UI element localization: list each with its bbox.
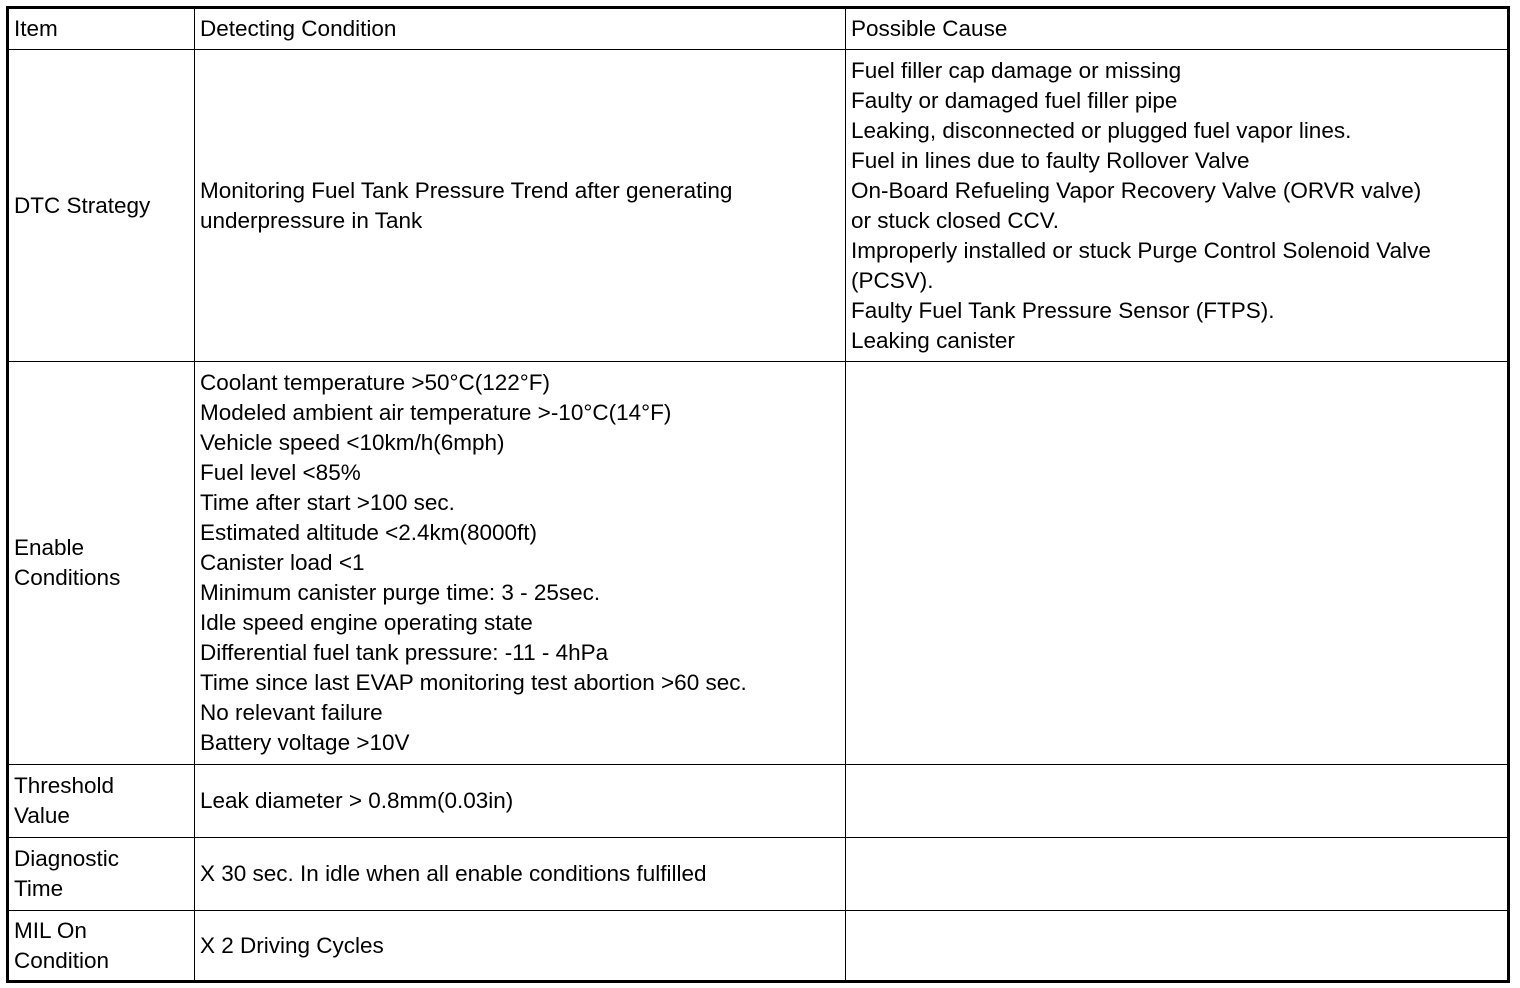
item-line: Value xyxy=(14,803,70,828)
item-cell xyxy=(8,765,195,838)
detecting-condition-cell xyxy=(195,838,846,911)
header-row xyxy=(8,8,1509,50)
table-row-threshold-value xyxy=(8,765,1509,838)
detecting-line: Time after start >100 sec. xyxy=(200,490,455,515)
cause-line: (PCSV). xyxy=(851,267,934,293)
item-line: Condition xyxy=(14,947,110,973)
possible-cause-cell xyxy=(846,838,1509,911)
detecting-line: Coolant temperature >50°C(122°F) xyxy=(200,370,551,395)
item-line: MIL On xyxy=(14,917,87,943)
dtc-table xyxy=(6,6,1510,983)
table-row-enable-conditions xyxy=(8,362,1509,765)
item-cell xyxy=(8,50,195,362)
detecting-line: Idle speed engine operating state xyxy=(200,610,533,635)
item-cell xyxy=(8,911,195,982)
possible-cause-cell xyxy=(846,765,1509,838)
cause-line: Leaking, disconnected or plugged fuel vapor lines. xyxy=(851,117,1352,143)
item-line: Threshold xyxy=(14,773,115,798)
item-line: Time xyxy=(14,876,64,901)
header-detecting-condition: Detecting Condition xyxy=(195,8,846,50)
detecting-line: Fuel level <85% xyxy=(200,460,361,485)
detecting-line: Leak diameter > 0.8mm(0.03in) xyxy=(200,788,514,813)
detecting-line: Canister load <1 xyxy=(200,550,365,575)
cause-line: On-Board Refueling Vapor Recovery Valve (ORVR valve) xyxy=(851,177,1422,203)
item-cell xyxy=(8,362,195,765)
table-row-diagnostic-time xyxy=(8,838,1509,911)
detecting-condition-cell xyxy=(195,50,846,362)
cause-line: Fuel filler cap damage or missing xyxy=(851,57,1182,83)
possible-cause-cell xyxy=(846,911,1509,982)
detecting-condition-cell xyxy=(195,911,846,982)
table-row-mil-on-condition xyxy=(8,911,1509,982)
item-cell xyxy=(8,838,195,911)
detecting-line: underpressure in Tank xyxy=(200,207,423,233)
cause-line: or stuck closed CCV. xyxy=(851,207,1060,233)
cause-line: Faulty or damaged fuel filler pipe xyxy=(851,87,1178,113)
header-item: Item xyxy=(8,8,195,50)
possible-cause-cell xyxy=(846,50,1509,362)
header-possible-cause: Possible Cause xyxy=(846,8,1509,50)
detecting-condition-cell xyxy=(195,362,846,765)
cause-line: Leaking canister xyxy=(851,327,1015,353)
detecting-line: Differential fuel tank pressure: -11 - 4hPa xyxy=(200,640,609,665)
table-row-dtc-strategy xyxy=(8,50,1509,362)
detecting-line: Battery voltage >10V xyxy=(200,730,410,755)
possible-cause-cell xyxy=(846,362,1509,765)
item-line: Conditions xyxy=(14,565,121,590)
detecting-line: Modeled ambient air temperature >-10°C(14°F) xyxy=(200,400,672,425)
detecting-line: X 2 Driving Cycles xyxy=(200,932,384,958)
detecting-line: Minimum canister purge time: 3 - 25sec. xyxy=(200,580,601,605)
detecting-line: Time since last EVAP monitoring test abortion >60 sec. xyxy=(200,670,747,695)
detecting-condition-cell xyxy=(195,765,846,838)
cause-line: Faulty Fuel Tank Pressure Sensor (FTPS). xyxy=(851,297,1275,323)
cause-line: Improperly installed or stuck Purge Control Solenoid Valve xyxy=(851,237,1431,263)
cause-line: Fuel in lines due to faulty Rollover Valve xyxy=(851,147,1250,173)
detecting-line: X 30 sec. In idle when all enable conditions fulfilled xyxy=(200,861,707,886)
detecting-line: Estimated altitude <2.4km(8000ft) xyxy=(200,520,538,545)
detecting-line: Monitoring Fuel Tank Pressure Trend after generating xyxy=(200,177,733,203)
detecting-line: No relevant failure xyxy=(200,700,383,725)
item-line: DTC Strategy xyxy=(14,192,151,218)
item-line: Enable xyxy=(14,535,85,560)
item-line: Diagnostic xyxy=(14,846,120,871)
detecting-line: Vehicle speed <10km/h(6mph) xyxy=(200,430,505,455)
